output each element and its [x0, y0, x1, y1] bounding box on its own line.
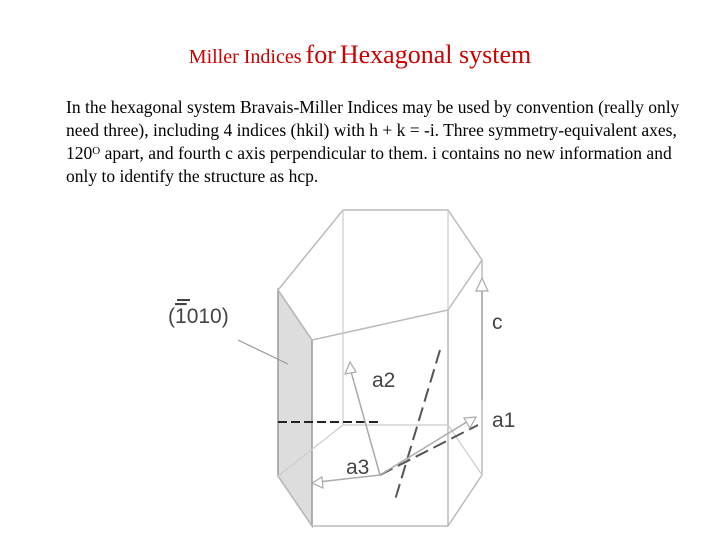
a2-axis-label: a2	[372, 369, 396, 392]
plane-label-overbar-digit: 1	[175, 305, 187, 328]
slide-title	[0, 40, 720, 70]
paragraph-text-1: In the hexagonal system Bravais-Miller Indices may be used by convention (really only need three), including 4 indices (hkil) with h + k = -i. Three symmetry-equivalent axes, 120	[66, 97, 680, 163]
plane-label-open-paren: (	[168, 305, 175, 328]
a1-arrow	[380, 420, 470, 475]
hexagonal-prism-figure	[150, 200, 530, 530]
paragraph-text-2: apart, and fourth c axis perpendicular to them. i contains no new information and only to identify the structure as hcp.	[66, 143, 672, 186]
c-axis-arrowhead	[476, 278, 488, 291]
shaded-plane-face	[278, 290, 312, 526]
c-axis-label: c	[492, 311, 503, 334]
plane-label-rest: 010)	[186, 305, 229, 328]
a1-axis-line	[380, 425, 478, 475]
a3-axis-label: a3	[346, 456, 370, 479]
a1-axis-label: a1	[492, 409, 516, 432]
top-hexagon	[278, 210, 482, 340]
plane-label	[168, 305, 229, 328]
a2-arrowhead	[345, 362, 356, 374]
title-part-for: for	[305, 40, 336, 69]
body-paragraph	[66, 96, 686, 188]
degree-superscript: O	[92, 145, 101, 157]
title-part-hexagonal-system: Hexagonal system	[339, 40, 532, 69]
title-part-miller-indices: Miller Indices	[188, 46, 302, 68]
a3-arrowhead	[312, 477, 323, 488]
